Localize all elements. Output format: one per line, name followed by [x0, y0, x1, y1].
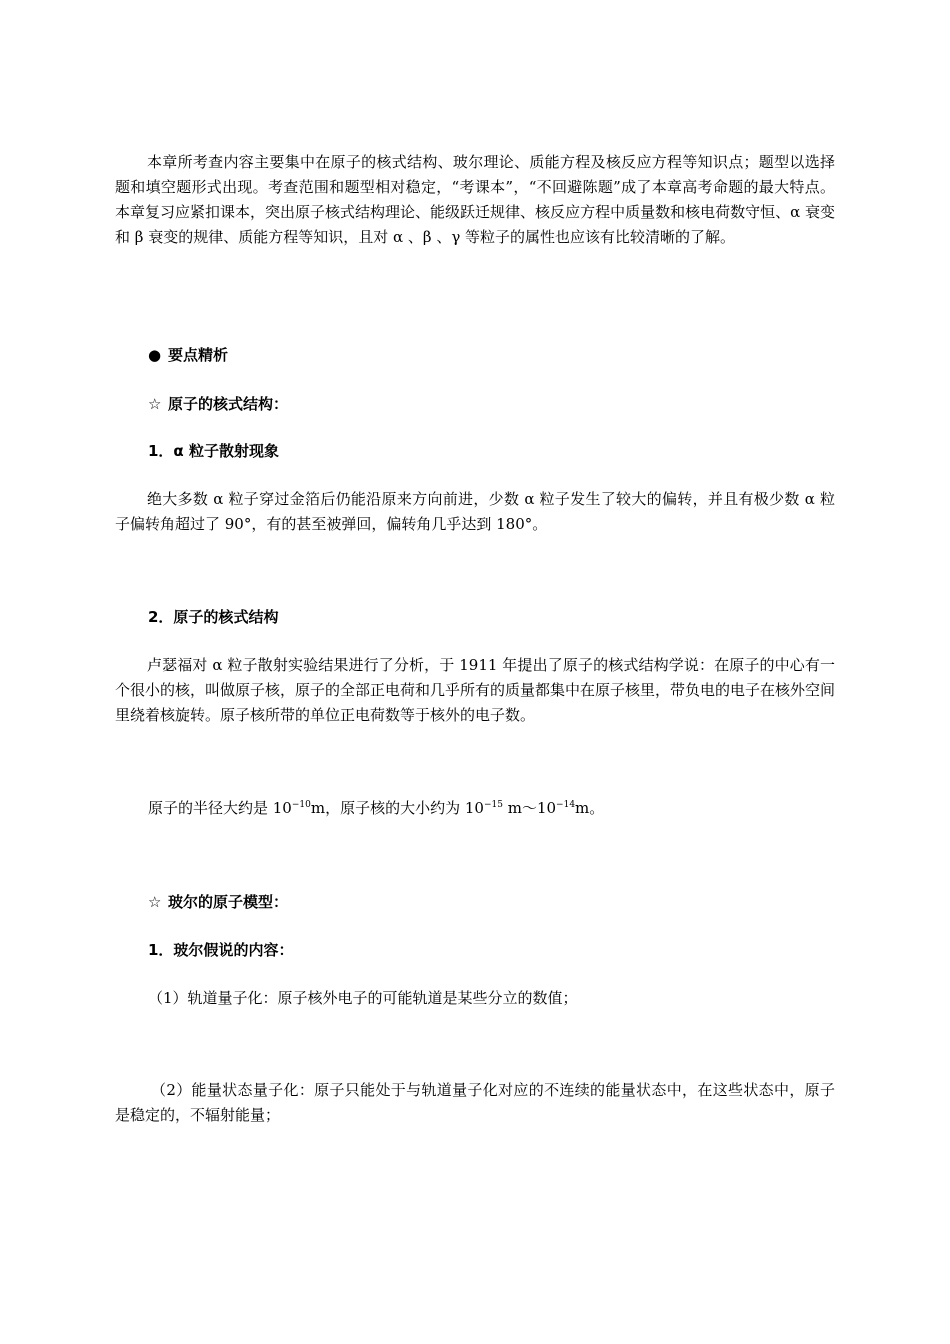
section-title: 玻尔的原子模型：: [168, 893, 289, 911]
radius-text-3: m～10: [502, 799, 557, 817]
radius-text-4: m。: [575, 799, 605, 817]
intro-paragraph: 本章所考查内容主要集中在原子的核式结构、玻尔理论、质能方程及核反应方程等知识点；题型以选择题和填空题形式出现。考查范围和题型相对稳定，“考课本”，“不回避陈题”成了本章高考命题的最大特点。本章复习应紧扣课本，突出原子核式结构理论、能级跃迁规律、核反应方程中质量数和核电荷数守恒、α 衰变和 β 衰变的规律、质能方程等知识，且对 α 、β 、γ 等粒子的属性也应该有比较清晰的了解。: [115, 153, 835, 246]
bullet-icon: ●: [148, 346, 162, 364]
item-heading-nuclear-model: 2．原子的核式结构: [148, 608, 279, 626]
rutherford-paragraph: 卢瑟福对 α 粒子散射实验结果进行了分析，于 1911 年提出了原子的核式结构学说：在原子的中心有一个很小的核，叫做原子核，原子的全部正电荷和几乎所有的质量都集中在原子核里，带负电的电子在核外空间里绕着核旋转。原子核所带的单位正电荷数等于核外的电子数。: [115, 656, 836, 724]
section-title: 原子的核式结构：: [168, 395, 289, 413]
key-points-title: 要点精析: [168, 346, 229, 364]
radius-exponent-1: −10: [291, 800, 311, 810]
star-icon: ☆: [148, 395, 162, 413]
item-heading-bohr-postulates: 1．玻尔假说的内容：: [148, 941, 294, 959]
postulate-1: （1）轨道量子化：原子核外电子的可能轨道是某些分立的数值；: [148, 989, 578, 1007]
radius-text-2: m，原子核的大小约为 10: [310, 799, 484, 817]
alpha-scattering-paragraph: 绝大多数 α 粒子穿过金箔后仍能沿原来方向前进，少数 α 粒子发生了较大的偏转，并且有极少数 α 粒子偏转角超过了 90°，有的甚至被弹回，偏转角几乎达到 180°。: [115, 490, 835, 533]
key-points-heading: [148, 344, 228, 366]
star-icon: ☆: [148, 893, 162, 911]
item-heading-alpha-scattering: 1．α 粒子散射现象: [148, 442, 279, 460]
section-heading-nuclear-structure: [148, 393, 288, 415]
radius-line: [148, 797, 604, 819]
postulate-2: （2）能量状态量子化：原子只能处于与轨道量子化对应的不连续的能量状态中，在这些状态中，原子是稳定的，不辐射能量；: [115, 1081, 835, 1124]
radius-text-1: 原子的半径大约是 10: [148, 799, 292, 817]
radius-exponent-2: −15: [483, 800, 503, 810]
section-heading-bohr-model: [148, 891, 288, 913]
radius-exponent-3: −14: [556, 800, 576, 810]
